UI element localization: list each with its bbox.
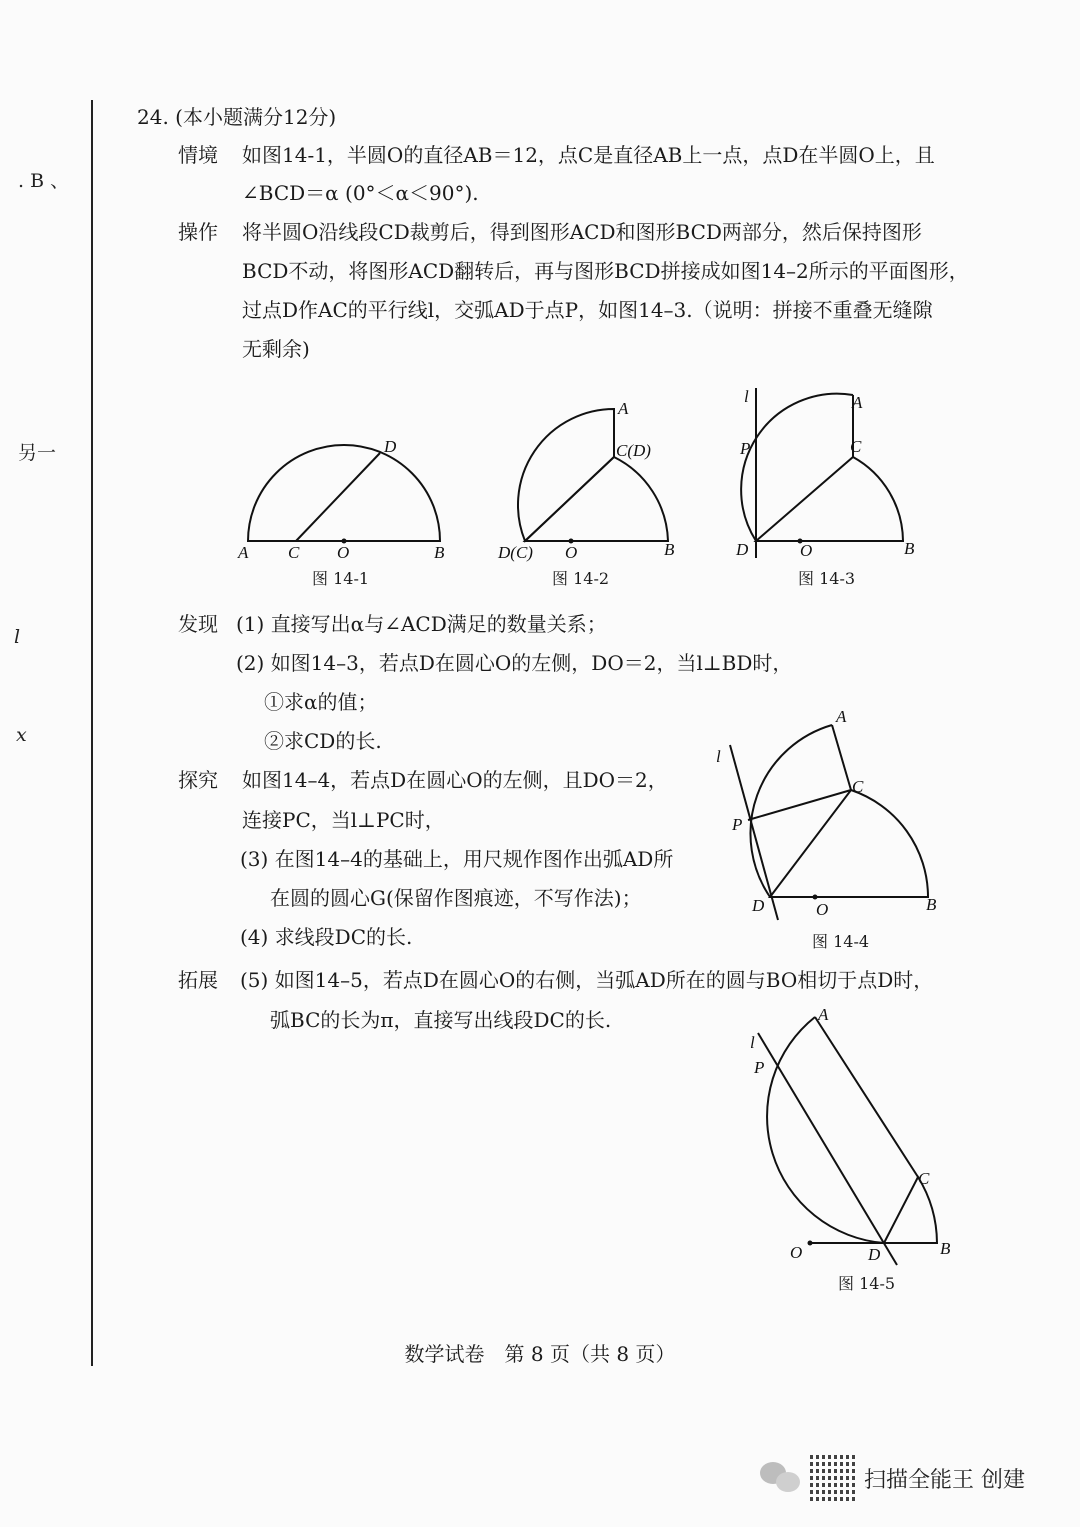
explore-line: 如图14–4，若点D在圆心O的左侧，且DO＝2， — [242, 768, 668, 792]
label-o: O — [337, 543, 350, 562]
segment-cd — [296, 453, 380, 541]
center-point — [813, 895, 818, 900]
section-tag-operation: 操作 — [178, 220, 218, 244]
label-o: O — [800, 541, 813, 560]
section-tag-explore: 探究 — [178, 768, 218, 792]
label-p: P — [754, 1058, 765, 1077]
label-c: C — [850, 437, 862, 456]
watermark-text: 扫描全能王 创建 — [864, 1467, 1025, 1493]
figure-14-1 — [237, 437, 445, 562]
margin-note: 另一 — [18, 442, 57, 464]
line-l — [758, 1033, 897, 1265]
label-d: D — [752, 896, 765, 915]
label-d: D — [736, 540, 749, 559]
label-b: B — [434, 543, 445, 562]
figure-caption: 图 14-3 — [798, 569, 856, 588]
discover-line: (2) 如图14–3，若点D在圆心O的左侧，DO＝2，当l⊥BD时， — [236, 651, 793, 675]
question-header: 24. (本小题满分12分) — [137, 105, 337, 129]
label-o: O — [565, 543, 578, 562]
qr-code-icon — [810, 1455, 856, 1501]
shape-bcd — [756, 457, 903, 541]
explore-line: (3) 在图14–4的基础上，用尺规作图作出弧AD所 — [240, 847, 674, 871]
figure-caption: 图 14-4 — [812, 932, 870, 951]
label-b: B — [940, 1239, 951, 1258]
margin-note: l — [14, 626, 21, 648]
section-tag-discover: 发现 — [178, 612, 218, 636]
figure-caption: 图 14-1 — [312, 569, 370, 588]
extend-line: (5) 如图14–5，若点D在圆心O的右侧，当弧AD所在的圆与BO相切于点D时， — [240, 968, 934, 992]
label-p: P — [740, 439, 751, 458]
wechat-icon — [760, 1462, 802, 1494]
figure-14-4 — [716, 707, 937, 920]
section-tag-extend: 拓展 — [178, 968, 218, 992]
label-l: l — [716, 747, 721, 766]
margin-note: . B 、 — [18, 170, 70, 192]
label-a: A — [618, 399, 629, 418]
context-line: 如图14-1，半圆O的直径AB＝12，点C是直径AB上一点，点D在半圆O上，且 — [242, 143, 935, 167]
scanner-watermark — [760, 1455, 1025, 1501]
label-d: D — [384, 437, 397, 456]
shape-acd — [518, 409, 614, 541]
operation-line: 无剩余) — [242, 337, 310, 361]
page-footer: 数学试卷 第 8 页（共 8 页） — [404, 1342, 676, 1366]
discover-line: ①求α的值； — [264, 690, 378, 714]
section-tag-context: 情境 — [178, 143, 218, 167]
discover-line: ②求CD的长. — [264, 729, 382, 753]
label-c: C — [852, 777, 864, 796]
label-l: l — [744, 387, 749, 406]
figure-14-2 — [497, 399, 675, 562]
discover-line: (1) 直接写出α与∠ACD满足的数量关系； — [236, 612, 607, 636]
operation-line: 将半圆O沿线段CD裁剪后，得到图形ACD和图形BCD两部分，然后保持图形 — [242, 220, 922, 244]
operation-line: 过点D作AC的平行线l，交弧AD于点P，如图14–3.（说明：拼接不重叠无缝隙 — [242, 298, 933, 322]
label-c-d: C(D) — [616, 441, 651, 460]
label-d: D — [868, 1245, 881, 1264]
shape-bcd — [525, 457, 668, 541]
explore-line: (4) 求线段DC的长. — [240, 925, 413, 949]
label-o: O — [816, 900, 829, 919]
label-b: B — [926, 895, 937, 914]
figure-14-5 — [750, 1005, 951, 1265]
label-a: A — [818, 1005, 829, 1024]
extend-line: 弧BC的长为π，直接写出线段DC的长. — [270, 1008, 612, 1032]
shape-acd — [767, 1017, 918, 1243]
explore-line: 在圆的圆心G(保留作图痕迹，不写作法)； — [270, 886, 642, 910]
margin-note: x — [16, 724, 27, 746]
label-a: A — [238, 543, 249, 562]
label-c: C — [288, 543, 300, 562]
context-line: ∠BCD＝α (0°＜α＜90°). — [242, 181, 479, 205]
semicircle — [248, 445, 440, 541]
label-l: l — [750, 1033, 755, 1052]
figure-14-3 — [735, 387, 915, 560]
label-b: B — [664, 540, 675, 559]
label-d-c: D(C) — [498, 543, 533, 562]
label-c: C — [918, 1169, 930, 1188]
label-o: O — [790, 1243, 803, 1262]
label-p: P — [732, 815, 743, 834]
label-a: A — [852, 393, 863, 412]
explore-line: 连接PC，当l⊥PC时， — [242, 808, 445, 832]
shape-acd — [741, 394, 853, 541]
center-point — [808, 1241, 813, 1246]
figure-caption: 图 14-2 — [552, 569, 610, 588]
operation-line: BCD不动，将图形ACD翻转后，再与图形BCD拼接成如图14–2所示的平面图形， — [242, 259, 969, 283]
label-a: A — [836, 707, 847, 726]
label-b: B — [904, 539, 915, 558]
figure-caption: 图 14-5 — [838, 1274, 896, 1293]
